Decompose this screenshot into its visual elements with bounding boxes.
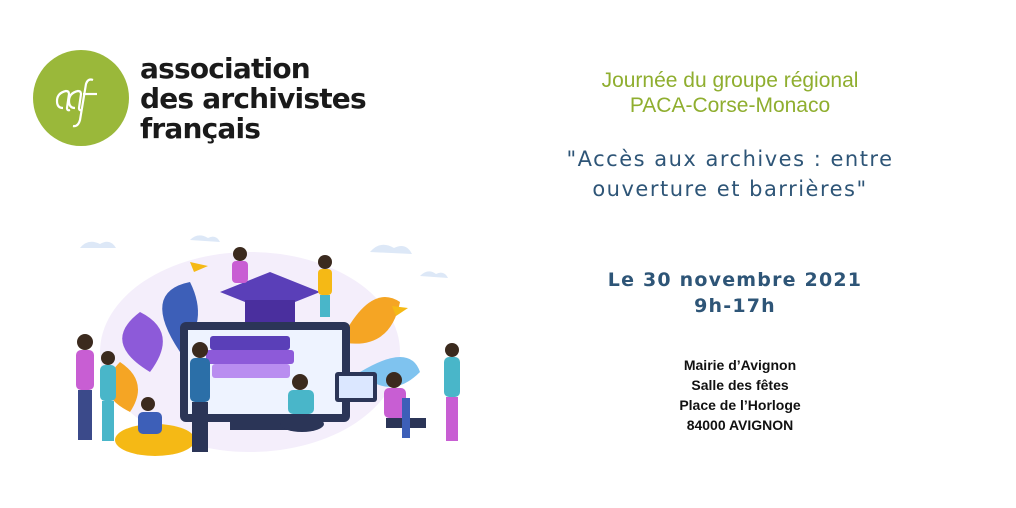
online-learning-illustration <box>40 232 470 468</box>
logo-line-3: français <box>140 112 261 145</box>
venue-address <box>640 355 840 435</box>
group-line-1: Journée du groupe régional <box>601 69 859 92</box>
event-date-block <box>520 267 950 319</box>
aaf-logo <box>33 50 373 160</box>
event-date: Le 30 novembre 2021 <box>607 269 863 291</box>
aaf-monogram-icon <box>33 50 129 146</box>
venue-line-2: Salle des fêtes <box>691 377 789 393</box>
event-title <box>520 144 940 204</box>
online-learning-illustration-icon <box>40 232 470 468</box>
logo-line-2: des archivistes <box>140 82 366 115</box>
aaf-logo-text <box>140 54 366 144</box>
title-line-1: "Accès aux archives : entre <box>566 147 894 171</box>
venue-line-4: 84000 AVIGNON <box>686 417 794 433</box>
aaf-logo-circle <box>33 50 129 146</box>
event-hours: 9h-17h <box>694 295 776 317</box>
venue-line-1: Mairie d’Avignon <box>683 357 797 373</box>
group-line-2: PACA-Corse-Monaco <box>629 94 831 117</box>
venue-line-3: Place de l’Horloge <box>679 397 801 413</box>
group-title <box>520 68 940 118</box>
title-line-2: ouverture et barrières" <box>592 177 868 201</box>
logo-line-1: association <box>140 52 310 85</box>
